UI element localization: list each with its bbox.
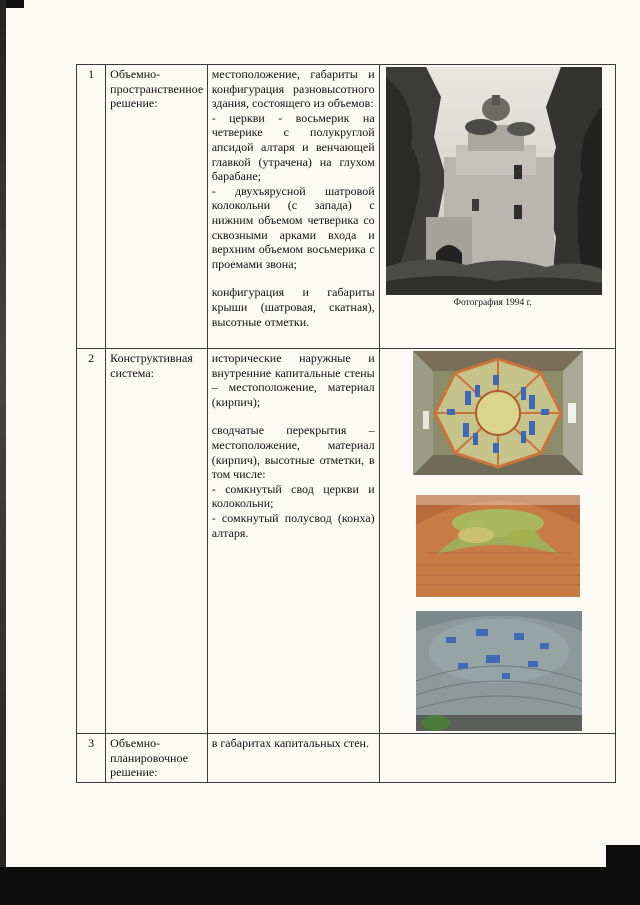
row-name: Конструктивная система: <box>106 349 208 734</box>
row-description <box>207 349 379 734</box>
row-illustration <box>379 65 615 349</box>
row-number: 2 <box>77 349 106 734</box>
scan-edge-bottom <box>0 867 640 905</box>
description-paragraph: конфигурация и габариты крыши (шатровая, скатная), высотные отметки. <box>211 285 375 329</box>
description-paragraph: - двухъярусной шатровой колокольни (с запада) с нижним объемом четверика со сквозными арками входа и верхним объемом восьмерика с проемами звона; <box>211 183 375 271</box>
row-illustration <box>379 349 615 734</box>
row-name: Объемно-планировочное решение: <box>106 734 208 783</box>
description-paragraph: - сомкнутый полусвод (конха) алтаря. <box>211 510 375 540</box>
scan-edge-left <box>0 0 6 905</box>
church-photo-1994 <box>386 67 602 295</box>
heritage-elements-table <box>76 64 616 783</box>
row-number: 3 <box>77 734 106 783</box>
vault-photo-church <box>413 351 583 475</box>
vault-photo-apse <box>416 495 580 597</box>
row-number: 1 <box>77 65 106 349</box>
photo-caption: Фотография 1994 г. <box>453 298 532 308</box>
description-paragraph: исторические наружные и внутренние капитальные стены – местоположение, материал (кирпич); <box>211 351 375 409</box>
table-row <box>77 734 616 783</box>
row-illustration <box>379 734 615 783</box>
vault-photo-belltower <box>416 611 582 731</box>
description-paragraph: сводчатые перекрытия – местоположение, материал (кирпич), высотные отметки, в том числе: <box>211 423 375 482</box>
description-paragraph: - сомкнутый свод церкви и колокольни; <box>211 481 375 511</box>
row-description <box>207 65 379 349</box>
description-paragraph: местоположение, габариты и конфигурация разновысотного здания, состоящего из объемов: <box>211 67 375 111</box>
table-row <box>77 65 616 349</box>
row-name: Объемно-пространственное решение: <box>106 65 208 349</box>
description-paragraph: - церкви - восьмерик на четверике с полукруглой апсидой алтаря и венчающей главкой (утрачена) на глухом барабане; <box>211 110 375 184</box>
row-description <box>207 734 379 783</box>
table-row <box>77 349 616 734</box>
description-paragraph: в габаритах капитальных стен. <box>211 736 369 750</box>
